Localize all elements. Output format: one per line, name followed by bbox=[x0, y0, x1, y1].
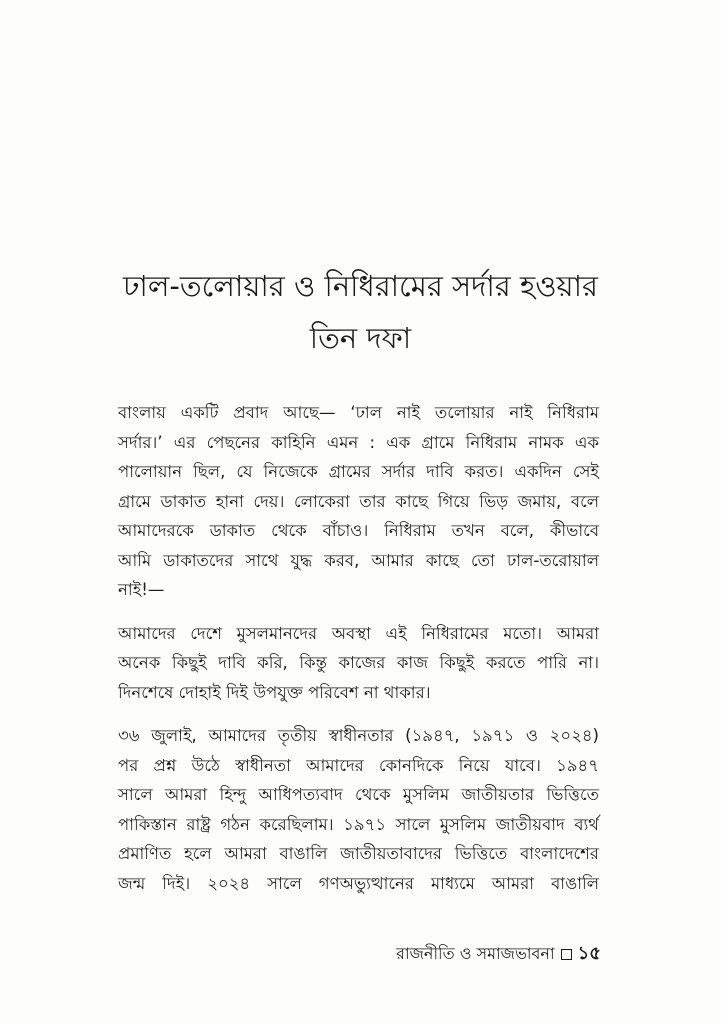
square-separator-icon bbox=[561, 949, 572, 960]
page-footer bbox=[396, 942, 601, 966]
chapter-body bbox=[118, 398, 599, 912]
chapter-title-line: ঢাল-তলোয়ার ও নিধিরামের সর্দার হওয়ার bbox=[123, 269, 598, 303]
text-line: জন্ম দিই। ২০২৪ সালে গণঅভ্যুত্থানের মাধ্যমে আমরা বাঙালি bbox=[118, 873, 599, 893]
text-line: সর্দার।’ এর পেছনের কাহিনি এমন : এক গ্রামে নিধিরাম নামক এক bbox=[118, 432, 599, 452]
text-line: অনেক কিছুই দাবি করি, কিন্তু কাজের কাজ কিছুই করতে পারি না। bbox=[118, 653, 599, 672]
text-line: আমাদেরকে ডাকাত থেকে বাঁচাও। নিধিরাম তখন বলে, কীভাবে bbox=[118, 521, 599, 540]
text-line: নাই!— bbox=[118, 580, 165, 599]
chapter-title-line: তিন দফা bbox=[309, 321, 412, 355]
running-title: রাজনীতি ও সমাজভাবনা bbox=[396, 944, 555, 963]
text-line: প্রমাণিত হলে আমরা বাঙালি জাতীয়তাবাদের ভিত্তিতে বাংলাদেশের bbox=[118, 844, 599, 863]
page-number: ১৫ bbox=[577, 943, 601, 964]
text-line: গ্রামে ডাকাত হানা দেয়। লোকেরা তার কাছে গিয়ে ভিড় জমায়, বলে bbox=[118, 491, 599, 511]
text-line: সালে আমরা হিন্দু আধিপত্যবাদ থেকে মুসলিম জাতীয়তার ভিত্তিতে bbox=[118, 785, 599, 804]
paragraph bbox=[118, 398, 599, 605]
paragraph bbox=[118, 721, 599, 898]
text-line: ৩৬ জুলাই, আমাদের তৃতীয় স্বাধীনতার (১৯৪৭, ১৯৭১ ও ২০২৪) bbox=[118, 726, 599, 745]
text-line: দিনশেষে দোহাই দিই উপযুক্ত পরিবেশ না থাকার। bbox=[118, 682, 431, 702]
text-line: পর প্রশ্ন উঠে স্বাধীনতা আমাদের কোনদিকে নিয়ে যাবে। ১৯৪৭ bbox=[118, 755, 599, 775]
text-line: আমি ডাকাতদের সাথে যুদ্ধ করব, আমার কাছে তো ঢাল-তরোয়াল bbox=[118, 550, 599, 570]
chapter-title bbox=[80, 260, 641, 364]
paragraph bbox=[118, 619, 599, 708]
text-line: বাংলায় একটি প্রবাদ আছে— ‘ঢাল নাই তলোয়ার নাই নিধিরাম bbox=[118, 403, 599, 422]
text-line: আমাদের দেশে মুসলমানদের অবস্থা এই নিধিরামের মতো। আমরা bbox=[118, 623, 599, 643]
text-line: পাকিস্তান রাষ্ট্র গঠন করেছিলাম। ১৯৭১ সালে মুসলিম জাতীয়বাদ ব্যর্থ bbox=[118, 814, 599, 834]
text-line: পালোয়ান ছিল, যে নিজেকে গ্রামের সর্দার দাবি করত। একদিন সেই bbox=[118, 462, 599, 481]
